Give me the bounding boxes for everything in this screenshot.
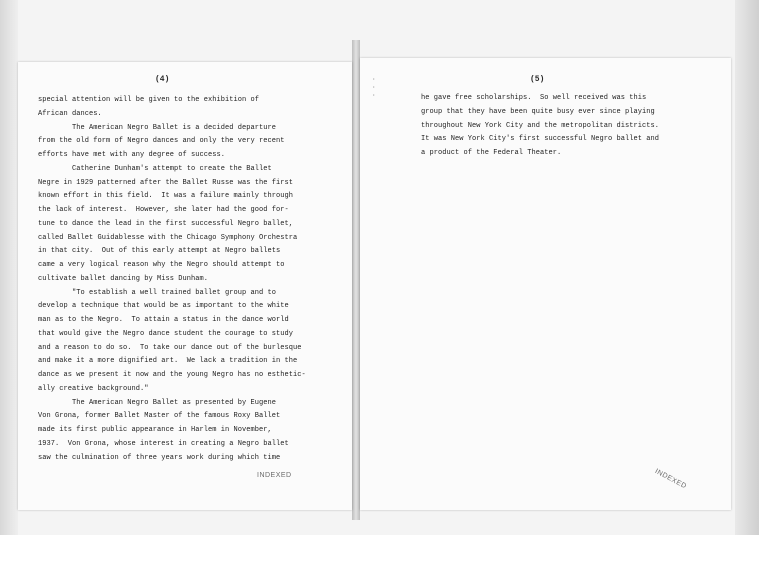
text-line: special attention will be given to the exhibition of [38,96,260,104]
text-line: develop a technique that would be as important to the white [38,302,289,311]
margin-marks: · · · [372,76,376,99]
page-gutter [352,40,360,520]
text-line: "To establish a well trained ballet group and to [38,288,277,297]
text-line: Negre in 1929 patterned after the Ballet Russe was the first [38,178,294,187]
text-line: ally creative background." [38,384,149,393]
text-line: the lack of interest. However, she later had the good for- [38,206,289,214]
text-line: and make it a more dignified art. We lack a tradition in the [38,357,298,366]
scan-left-edge [0,0,18,567]
text-line: known effort in this field. It was a failure mainly through [38,192,294,201]
page-number: (4) [155,75,170,84]
text-line: he gave free scholarships. So well received was this [421,94,647,102]
text-line: made its first public appearance in Harlem in November, [38,426,272,434]
indexed-stamp: INDEXED [257,472,292,479]
text-line: a product of the Federal Theater. [421,149,562,157]
text-line: The American Negro Ballet is a decided departure [38,123,277,132]
text-line: and a reason to do so. To take our dance out of the burlesque [38,343,302,352]
text-line: efforts have met with any degree of success. [38,151,226,159]
text-line: that would give the Negro dance student the courage to study [38,329,294,338]
page-number: (5) [530,75,545,84]
text-line: called Ballet Guidablesse with the Chicago Symphony Orchestra [38,233,298,242]
text-line: saw the culmination of three years work during which time [38,453,281,462]
text-line: in that city. Out of this early attempt at Negro ballets [38,247,281,256]
scan-right-edge [735,0,759,567]
text-line: It was New York City's first successful Negro ballet and [421,135,660,144]
scan-bottom-band [0,535,759,567]
text-line: dance as we present it now and the young Negro has no esthetic- [38,371,306,379]
text-line: Von Grona, former Ballet Master of the famous Roxy Ballet [38,412,281,421]
text-line: man as to the Negro. To attain a status in the dance world [38,316,289,324]
left-page-text [38,94,306,465]
right-page-text [421,92,659,161]
text-line: from the old form of Negro dances and only the very recent [38,137,285,146]
right-page [360,58,731,510]
text-line: tune to dance the lead in the first successful Negro ballet, [38,219,294,228]
text-line: throughout New York City and the metropolitan districts. [421,121,660,130]
text-line: group that they have been quite busy ever since playing [421,107,655,116]
left-page [18,62,352,510]
text-line: came a very logical reason why the Negro should attempt to [38,261,285,269]
text-line: African dances. [38,109,102,118]
indexed-stamp: INDEXED [653,468,688,491]
text-line: 1937. Von Grona, whose interest in creating a Negro ballet [38,439,289,448]
text-line: Catherine Dunham's attempt to create the Ballet [38,164,272,173]
text-line: cultivate ballet dancing by Miss Dunham. [38,274,209,283]
text-line: The American Negro Ballet as presented by Eugene [38,398,277,407]
